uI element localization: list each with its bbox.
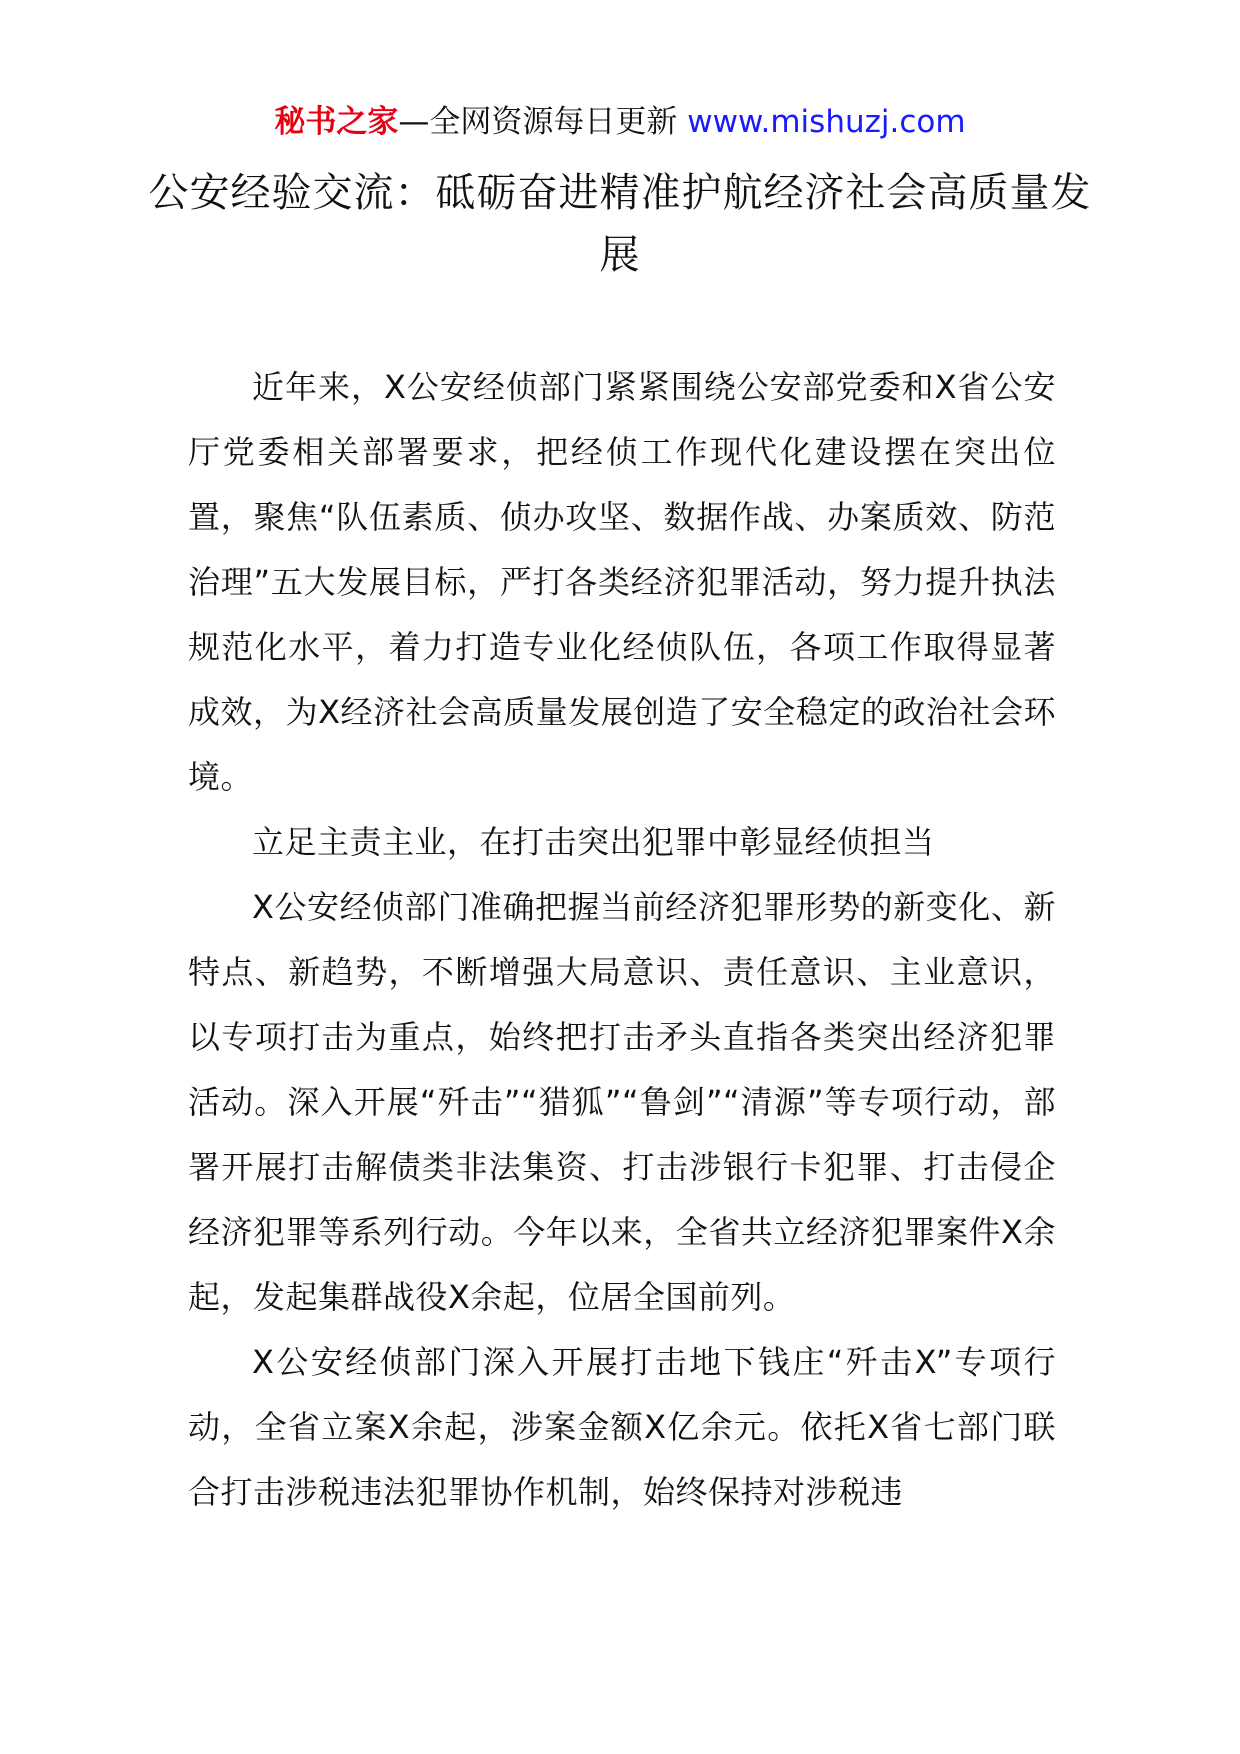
- site-url-link[interactable]: www.mishuzj.com: [687, 104, 966, 140]
- paragraph-intro: 近年来，X公安经侦部门紧紧围绕公安部党委和X省公安厅党委相关部署要求，把经侦工作现代化建设摆在突出位置，聚焦“队伍素质、侦办攻坚、数据作战、办案质效、防范治理”五大发展目标，严打各类经济犯罪活动，努力提升执法规范化水平，着力打造专业化经侦队伍，各项工作取得显著成效，为X经济社会高质量发展创造了安全稳定的政治社会环境。: [188, 368, 1056, 796]
- document-title: 公安经验交流：砥砺奋进精准护航经济社会高质量发展: [148, 170, 1092, 278]
- site-tagline: —全网资源每日更新: [398, 104, 678, 140]
- section-heading: 立足主责主业，在打击突出犯罪中彰显经侦担当: [252, 823, 935, 861]
- document-body: [188, 355, 1056, 1525]
- site-brand: 秘书之家: [274, 104, 399, 140]
- site-header: [0, 100, 1240, 144]
- paragraph-crackdown: X公安经侦部门准确把握当前经济犯罪形势的新变化、新特点、新趋势，不断增强大局意识、责任意识、主业意识，以专项打击为重点，始终把打击矛头直指各类突出经济犯罪活动。深入开展“歼击”“猎狐”“鲁剑”“清源”等专项行动，部署开展打击解债类非法集资、打击涉银行卡犯罪、打击侵企经济犯罪等系列行动。今年以来，全省共立经济犯罪案件X余起，发起集群战役X余起，位居全国前列。: [188, 888, 1056, 1316]
- paragraph-underground-banking: X公安经侦部门深入开展打击地下钱庄“歼击X”专项行动，全省立案X余起，涉案金额X亿余元。依托X省七部门联合打击涉税违法犯罪协作机制，始终保持对涉税违: [188, 1343, 1056, 1511]
